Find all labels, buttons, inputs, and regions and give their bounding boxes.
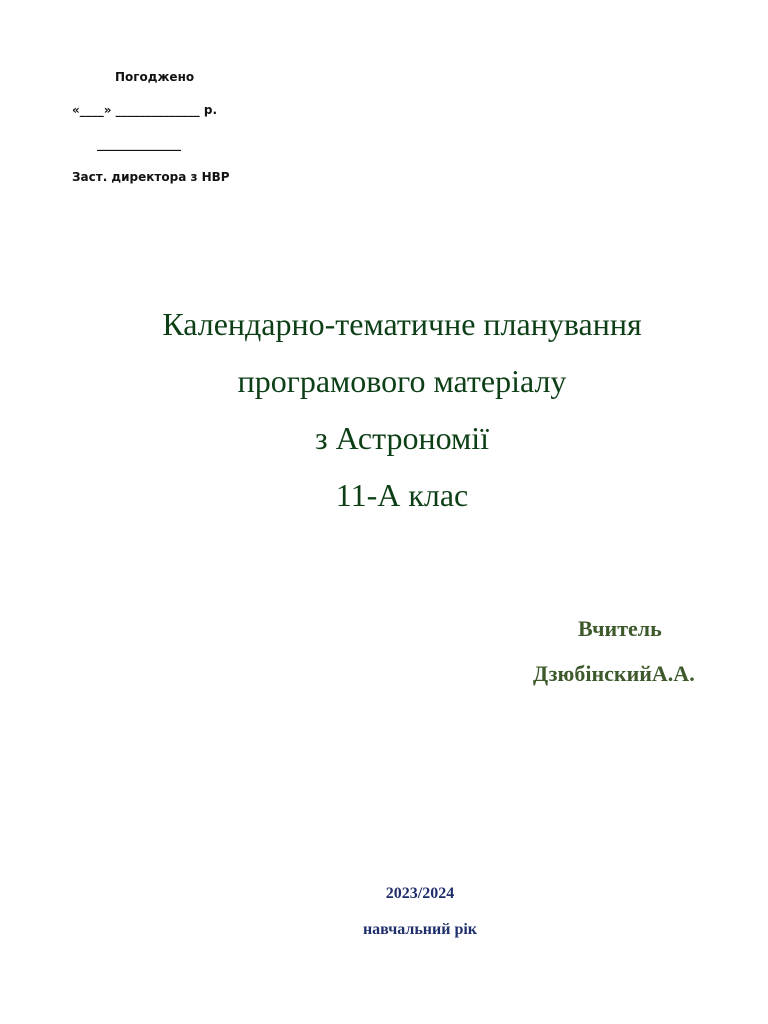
approved-label: Погоджено — [115, 70, 195, 84]
academic-year-range: 2023/2024 — [385, 885, 455, 902]
academic-year-caption: навчальний рік — [362, 921, 478, 938]
title-line-2: програмового матеріалу — [237, 363, 567, 399]
title-line-3: з Астрономії — [314, 420, 490, 456]
teacher-name: ДзюбінскийА.А. — [533, 661, 695, 686]
title-line-4: 11-А клас — [335, 477, 469, 513]
teacher-label: Вчитель — [578, 616, 662, 641]
approval-signature-line: ______________ — [97, 137, 181, 151]
title-line-1: Календарно-тематичне планування — [162, 306, 642, 342]
approval-date-line: «____» ______________ р. — [72, 103, 218, 117]
deputy-director-label: Заст. директора з НВР — [72, 170, 230, 184]
document-title — [0, 296, 768, 524]
